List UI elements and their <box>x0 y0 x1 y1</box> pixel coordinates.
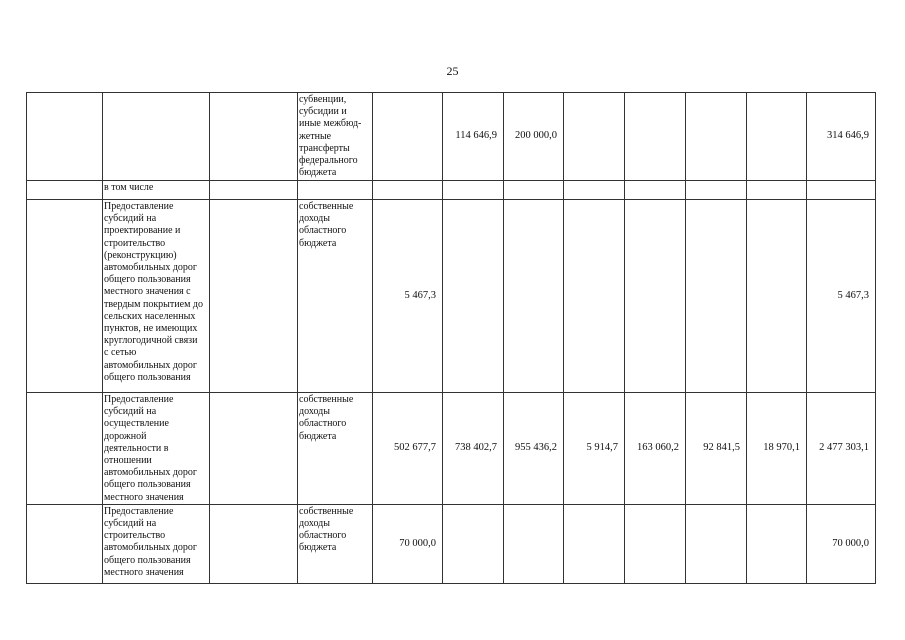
year-amount-cell <box>686 200 747 393</box>
year-amount-cell <box>443 200 504 393</box>
year-amount-cell: 163 060,2 <box>625 393 686 505</box>
year-amount-cell <box>564 93 625 181</box>
year-amount-cell <box>564 181 625 200</box>
page-number: 25 <box>446 64 459 78</box>
year-amount-cell <box>686 504 747 583</box>
year-amount-cell: 70 000,0 <box>373 504 443 583</box>
year-amount-cell: 92 841,5 <box>686 393 747 505</box>
year-amount-cell <box>564 200 625 393</box>
year-amount-cell <box>686 93 747 181</box>
row-number-cell <box>27 200 103 393</box>
year-amount-cell: 5 467,3 <box>373 200 443 393</box>
year-amount-cell <box>625 504 686 583</box>
funding-source-cell: собственные доходы областного бюджета <box>298 504 373 583</box>
year-amount-cell <box>625 200 686 393</box>
funding-source-cell: субвенции, субсидии и иные межбюд- жетные трансферты федерального бюджета <box>298 93 373 181</box>
year-amount-cell <box>686 181 747 200</box>
year-amount-cell: 502 677,7 <box>373 393 443 505</box>
year-amount-cell <box>747 93 807 181</box>
year-amount-cell: 114 646,9 <box>443 93 504 181</box>
total-cell: 70 000,0 <box>807 504 876 583</box>
total-cell: 314 646,9 <box>807 93 876 181</box>
year-amount-cell <box>504 200 564 393</box>
year-amount-cell: 18 970,1 <box>747 393 807 505</box>
row-number-cell <box>27 504 103 583</box>
year-amount-cell <box>443 504 504 583</box>
executor-cell <box>210 93 298 181</box>
row-number-cell <box>27 93 103 181</box>
executor-cell <box>210 504 298 583</box>
year-amount-cell: 5 914,7 <box>564 393 625 505</box>
year-amount-cell <box>504 504 564 583</box>
year-amount-cell <box>747 504 807 583</box>
year-amount-cell <box>443 181 504 200</box>
measure-name-cell: Предоставление субсидий на строительство автомобильных дорог общего пользования местного значения <box>103 504 210 583</box>
year-amount-cell: 200 000,0 <box>504 93 564 181</box>
executor-cell <box>210 181 298 200</box>
year-amount-cell: 738 402,7 <box>443 393 504 505</box>
year-amount-cell <box>747 200 807 393</box>
year-amount-cell <box>625 93 686 181</box>
measure-name-cell: Предоставление субсидий на проектирование и строительство (реконструкцию) автомобильных дорог общего пользования местного значения с твердым покрытием до сельских населенных пунктов, не имеющих круглогодичной связи с сетью автомобильных дорог общего пользования <box>103 200 210 393</box>
total-cell <box>807 181 876 200</box>
table-row <box>27 504 876 583</box>
row-number-cell <box>27 181 103 200</box>
funding-source-cell: собственные доходы областного бюджета <box>298 393 373 505</box>
budget-table <box>26 92 876 584</box>
year-amount-cell <box>747 181 807 200</box>
executor-cell <box>210 393 298 505</box>
year-amount-cell <box>373 93 443 181</box>
funding-source-cell <box>298 181 373 200</box>
table-row <box>27 181 876 200</box>
measure-name-cell: Предоставление субсидий на осуществление дорожной деятельности в отношении автомобильных дорог общего пользования местного значения <box>103 393 210 505</box>
year-amount-cell: 955 436,2 <box>504 393 564 505</box>
measure-name-cell: в том числе <box>103 181 210 200</box>
year-amount-cell <box>504 181 564 200</box>
row-number-cell <box>27 393 103 505</box>
year-amount-cell <box>564 504 625 583</box>
year-amount-cell <box>625 181 686 200</box>
table-row <box>27 93 876 181</box>
total-cell: 2 477 303,1 <box>807 393 876 505</box>
total-cell: 5 467,3 <box>807 200 876 393</box>
table-row <box>27 200 876 393</box>
executor-cell <box>210 200 298 393</box>
funding-source-cell: собственные доходы областного бюджета <box>298 200 373 393</box>
year-amount-cell <box>373 181 443 200</box>
table-row <box>27 393 876 505</box>
measure-name-cell <box>103 93 210 181</box>
